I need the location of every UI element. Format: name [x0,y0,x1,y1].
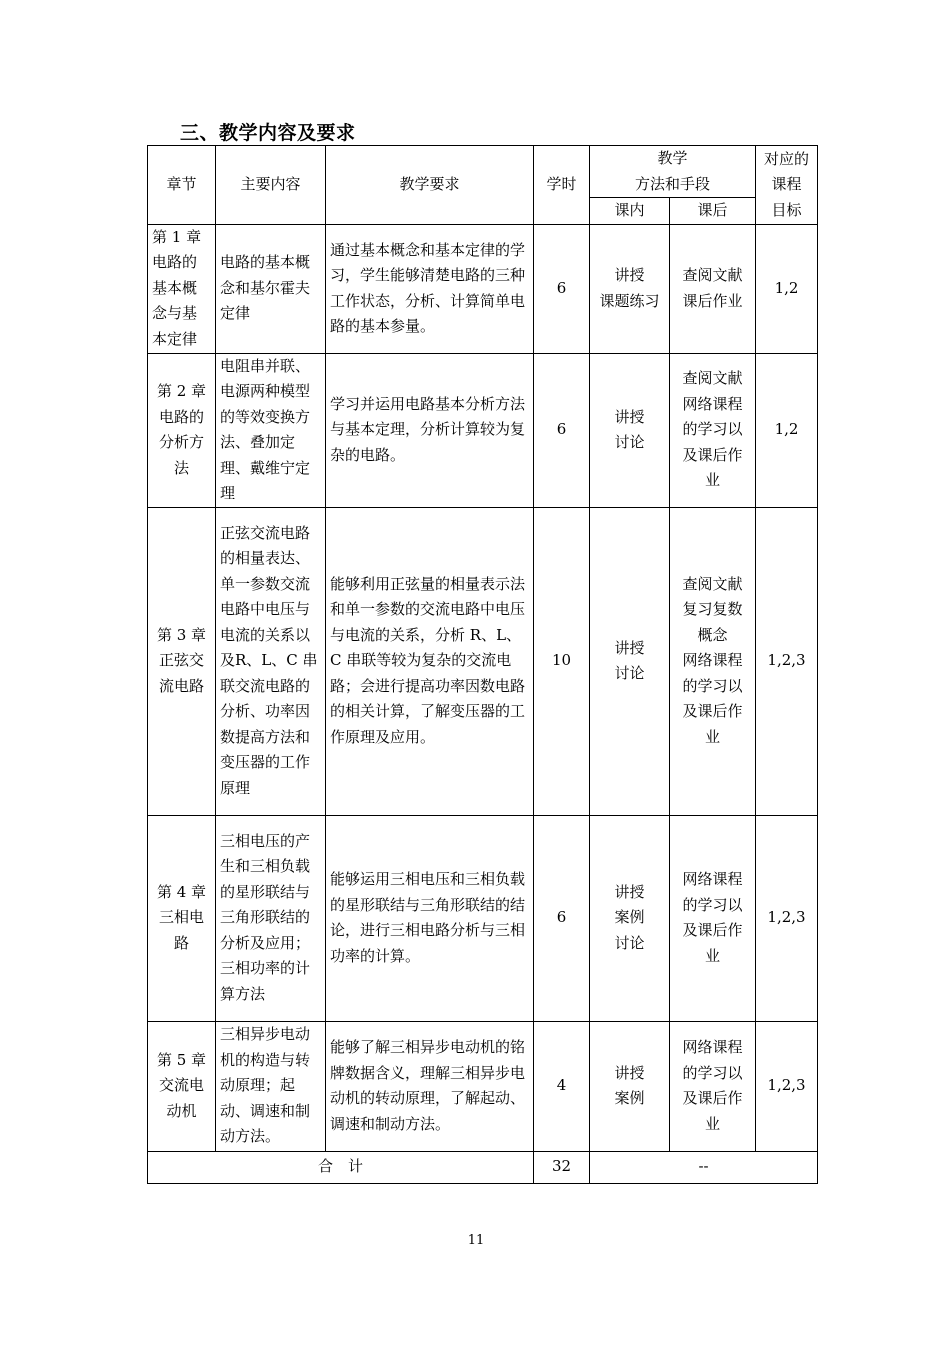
requirements-cell: 学习并运用电路基本分析方法与基本定理，分析计算较为复杂的电路。 [326,353,534,507]
after-class-cell: 查阅文献 课后作业 [670,224,756,353]
in-class-cell: 讲授 案例 讨论 [590,815,670,1021]
content-cell: 电阻串并联、电源两种模型的等效变换方法、叠加定理、戴维宁定理 [216,353,326,507]
header-row [148,146,818,198]
in-class-cell: 讲授 讨论 [590,353,670,507]
total-label: 合 计 [148,1151,534,1183]
table-row [148,1021,818,1151]
chapter-cell: 第 3 章 正弦交流电路 [148,507,216,815]
objectives-cell: 1,2 [756,224,818,353]
header-method-group: 教学 方法和手段 [590,146,756,198]
header-after-class: 课后 [670,198,756,225]
total-hours: 32 [534,1151,590,1183]
table-row [148,353,818,507]
header-content: 主要内容 [216,146,326,225]
in-class-cell: 讲授 讨论 [590,507,670,815]
header-requirements: 教学要求 [326,146,534,225]
hours-cell: 10 [534,507,590,815]
after-class-cell: 查阅文献 复习复数 概念 网络课程 的学习以 及课后作 业 [670,507,756,815]
table-row [148,815,818,1021]
content-cell: 正弦交流电路的相量表达、单一参数交流电路中电压与电流的关系以及R、L、C 串联交流电路的分析、功率因数提高方法和变压器的工作原理 [216,507,326,815]
hours-cell: 4 [534,1021,590,1151]
section-title: 三、教学内容及要求 [180,122,356,144]
total-row [148,1151,818,1183]
chapter-cell: 第 5 章 交流电动机 [148,1021,216,1151]
header-chapter: 章节 [148,146,216,225]
content-cell: 三相异步电动机的构造与转动原理；起动、调速和制动方法。 [216,1021,326,1151]
syllabus-table [147,145,818,1184]
hours-cell: 6 [534,815,590,1021]
after-class-cell: 网络课程 的学习以 及课后作 业 [670,815,756,1021]
hours-cell: 6 [534,353,590,507]
table-row [148,507,818,815]
objectives-cell: 1,2,3 [756,1021,818,1151]
requirements-cell: 通过基本概念和基本定律的学习，学生能够清楚电路的三种工作状态，分析、计算简单电路的基本参量。 [326,224,534,353]
chapter-cell: 第 4 章 三相电路 [148,815,216,1021]
hours-cell: 6 [534,224,590,353]
header-objectives: 对应的 课程 目标 [756,146,818,225]
content-cell: 电路的基本概念和基尔霍夫定律 [216,224,326,353]
objectives-cell: 1,2,3 [756,507,818,815]
in-class-cell: 讲授 课题练习 [590,224,670,353]
after-class-cell: 网络课程 的学习以 及课后作 业 [670,1021,756,1151]
chapter-cell: 第 2 章 电路的分析方法 [148,353,216,507]
page-number: 11 [467,1233,485,1248]
chapter-cell: 第 1 章 电路的基本概念与基本定律 [148,224,216,353]
content-cell: 三相电压的产生和三相负载的星形联结与三角形联结的分析及应用；三相功率的计算方法 [216,815,326,1021]
header-in-class: 课内 [590,198,670,225]
table-row [148,224,818,353]
objectives-cell: 1,2 [756,353,818,507]
total-methods: -- [590,1151,818,1183]
after-class-cell: 查阅文献 网络课程 的学习以 及课后作 业 [670,353,756,507]
requirements-cell: 能够了解三相异步电动机的铭牌数据含义，理解三相异步电动机的转动原理，了解起动、调速和制动方法。 [326,1021,534,1151]
requirements-cell: 能够利用正弦量的相量表示法和单一参数的交流电路中电压与电流的关系，分析 R、L、C 串联等较为复杂的交流电路；会进行提高功率因数电路的相关计算，了解变压器的工作原理及应用。 [326,507,534,815]
requirements-cell: 能够运用三相电压和三相负载的星形联结与三角形联结的结论，进行三相电路分析与三相功率的计算。 [326,815,534,1021]
objectives-cell: 1,2,3 [756,815,818,1021]
in-class-cell: 讲授 案例 [590,1021,670,1151]
header-hours: 学时 [534,146,590,225]
